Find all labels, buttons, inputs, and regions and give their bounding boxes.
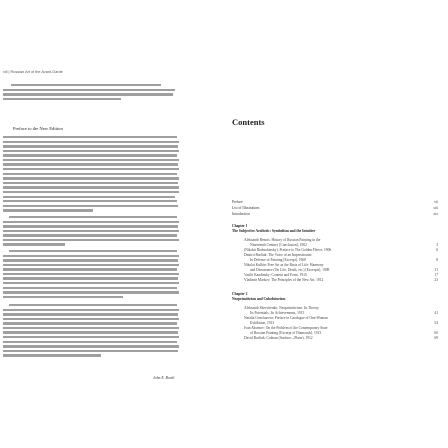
toc-entry: Vladimir Markov: The Principles of the New Art, 1912 [244, 278, 324, 282]
preface-paragraph-4 [3, 304, 183, 359]
toc-entry: Aleksandr Benois: History of Russian Painting in the [244, 238, 321, 242]
toc-entry: In Defense of Painting [Excerpt], 1908 [250, 258, 306, 262]
running-head: viii | Russian Art of the Avant-Garde [3, 70, 63, 74]
toc-entry: Dmitrii Burliuk: The Voice of an Impressionist: [244, 253, 313, 257]
preface-paragraph-2 [3, 216, 183, 248]
toc-page-number: 11 [434, 268, 438, 272]
chapter-title: The Subjective Aesthetic: Symbolism and the Intuitive [232, 229, 316, 233]
toc-entry: Vasilii Kandinsky: Content and Form, 1910 [244, 273, 307, 277]
right-page [232, 117, 448, 420]
toc-entry: Nineteenth Century [Conclusion], 1902 [250, 243, 307, 247]
toc-page-number: xix [433, 212, 438, 216]
toc-page-number: 54 [434, 321, 438, 325]
preface-paragraph-3 [3, 250, 183, 300]
toc-page-number: 23 [434, 278, 438, 282]
toc-entry-preface: Preface [232, 200, 243, 204]
toc-entry: Natalia Goncharova: Preface to Catalogue of One-Woman [244, 316, 328, 320]
preface-title: Preface to the New Edition [13, 126, 63, 131]
toc-page-number: 8 [436, 258, 438, 262]
left-page [3, 70, 191, 388]
preface-signature: John E. Bowlt [153, 376, 175, 380]
contents-title: Contents [232, 117, 265, 127]
chapter-title: Neoprimitivism and Cubofuturism [232, 297, 286, 301]
toc-entry: of Russian Painting [Excerpt of Diamonds], 1913 [250, 331, 322, 335]
chapter-number: Chapter 2 [232, 292, 248, 296]
chapter-number: Chapter 1 [232, 224, 248, 228]
toc-page-number: 17 [434, 273, 438, 277]
acknowledgment-paragraph [3, 84, 185, 102]
toc-page-number: 69 [434, 336, 438, 340]
toc-entry: Its Potentials, Its Achievements, 1913 [250, 311, 305, 315]
toc-entry: (Nikolai Riabushinsky): Preface to The Golden Fleece, 1906 [244, 248, 332, 252]
toc-entry-introduction: Introduction [232, 212, 250, 216]
toc-entry: Exhibition, 1913 [250, 321, 275, 325]
toc-entry: Aleksandr Shevchenko: Neoprimitivism: Its Theory, [244, 306, 320, 310]
toc-entry: and Dissonance (On Life, Death, etc.) [Excerpts], 1908 [250, 268, 330, 272]
toc-entry: Nikolai Kulbin: Free Art as the Basis of Life: Harmony [244, 263, 324, 267]
toc-entry: David Burliuk: Cubism (Surface—Plane), 1912 [244, 336, 313, 340]
toc-page-number: 41 [434, 311, 438, 315]
toc-page-number: 3 [436, 243, 438, 247]
toc-entry-illustrations: List of Illustrations [232, 206, 260, 210]
toc-page-number: 6 [436, 248, 438, 252]
preface-paragraph-1 [3, 136, 183, 214]
toc-entry: Ivan Aksenov: On the Problem of the Contemporary State [244, 326, 328, 330]
toc-page-number: vii [434, 200, 438, 204]
toc-page-number: 60 [434, 331, 438, 335]
toc-page-number: xiii [433, 206, 438, 210]
